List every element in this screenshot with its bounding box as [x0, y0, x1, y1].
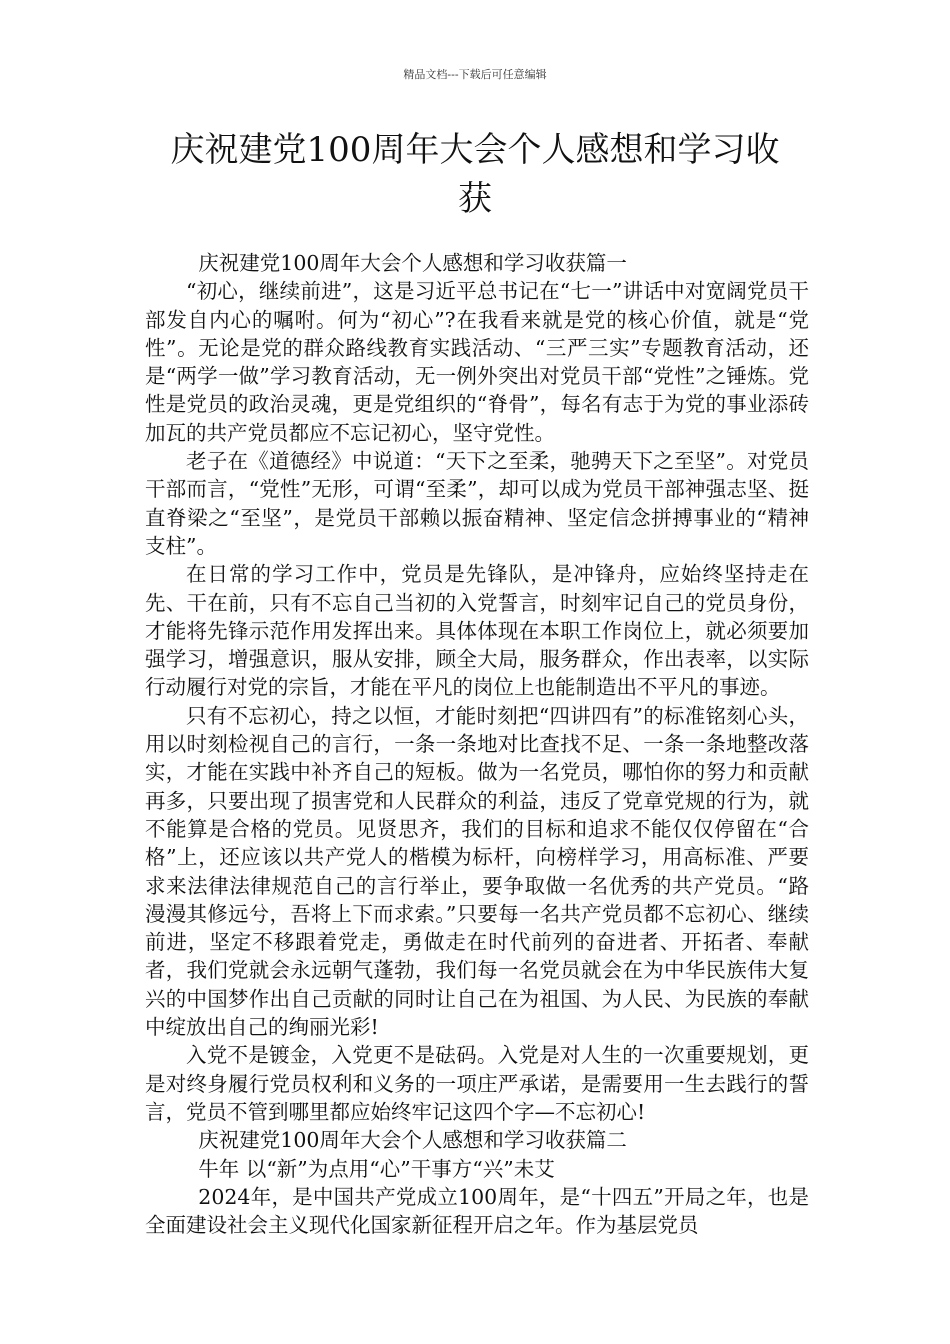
- page-header: 精品文档---下载后可任意编辑: [403, 68, 547, 81]
- document-title: 庆祝建党100周年大会个人感想和学习收: [170, 130, 780, 170]
- document-body: [145, 249, 809, 1239]
- document-title-continued: 获: [458, 179, 492, 219]
- section-heading: 庆祝建党100周年大会个人感想和学习收获篇一: [198, 251, 627, 275]
- paragraph: 2024年，是中国共产党成立100周年，是“十四五”开局之年，也是全面建设社会主义现代化国家新征程开启之年。作为基层党员: [145, 1184, 809, 1238]
- paragraph: “初心，继续前进”，这是习近平总书记在“七一”讲话中对宽阔党员干部发自内心的嘱咐。何为“初心”?在我看来就是党的核心价值，就是“党性”。无论是党的群众路线教育实践活动、“三严三实”专题教育活动，还是“两学一做”学习教育活动，无一例外突出对党员干部“党性”之锤炼。党性是党员的政治灵魂，更是党组织的“脊骨”，每名有志于为党的事业添砖加瓦的共产党员都应不忘记初心，坚守党性。: [145, 279, 809, 445]
- subsection-title: 牛年 以“新”为点用“心”干事方“兴”未艾: [198, 1156, 555, 1181]
- paragraph: 只有不忘初心，持之以恒，才能时刻把“四讲四有”的标准铭刻心头，用以时刻检视自己的言行，一条一条地对比查找不足、一条一条地整改落实，才能在实践中补齐自己的短板。做为一名党员，哪怕你的努力和贡献再多，只要出现了损害党和人民群众的利益，违反了党章党规的行为，就不能算是合格的党员。见贤思齐，我们的目标和追求不能仅仅停留在“合格”上，还应该以共产党人的楷模为标杆，向榜样学习，用高标准、严要求来法律法律规范自己的言行举止，要争取做一名优秀的共产党员。“路漫漫其修远兮，吾将上下而求索。”只要每一名共产党员都不忘初心、继续前进，坚定不移跟着党走，勇做走在时代前列的奋进者、开拓者、奉献者，我们党就会永远朝气蓬勃，我们每一名党员就会在为中华民族伟大复兴的中国梦作出自己贡献的同时让自己在为祖国、为人民、为民族的奉献中绽放出自己的绚丽光彩!: [145, 703, 809, 1040]
- section-heading: 庆祝建党100周年大会个人感想和学习收获篇二: [198, 1128, 627, 1153]
- paragraph: 在日常的学习工作中，党员是先锋队，是冲锋舟，应始终坚持走在先、干在前，只有不忘自己当初的入党誓言，时刻牢记自己的党员身份，才能将先锋示范作用发挥出来。具体体现在本职工作岗位上，就必须要加强学习，增强意识，服从安排，顾全大局，服务群众，作出表率，以实际行动履行对党的宗旨，才能在平凡的岗位上也能制造出不平凡的事迹。: [145, 562, 809, 700]
- paragraph: 老子在《道德经》中说道：“天下之至柔，驰骋天下之至坚”。对党员干部而言，“党性”无形，可谓“至柔”，却可以成为党员干部神强志坚、挺直脊梁之“至坚”，是党员干部赖以振奋精神、坚定信念拼搏事业的“精神支柱”。: [145, 449, 809, 558]
- paragraph: 入党不是镀金，入党更不是砝码。入党是对人生的一次重要规划，更是对终身履行党员权利和义务的一项庄严承诺，是需要用一生去践行的誓言，党员不管到哪里都应始终牢记这四个字—不忘初心!: [145, 1043, 809, 1124]
